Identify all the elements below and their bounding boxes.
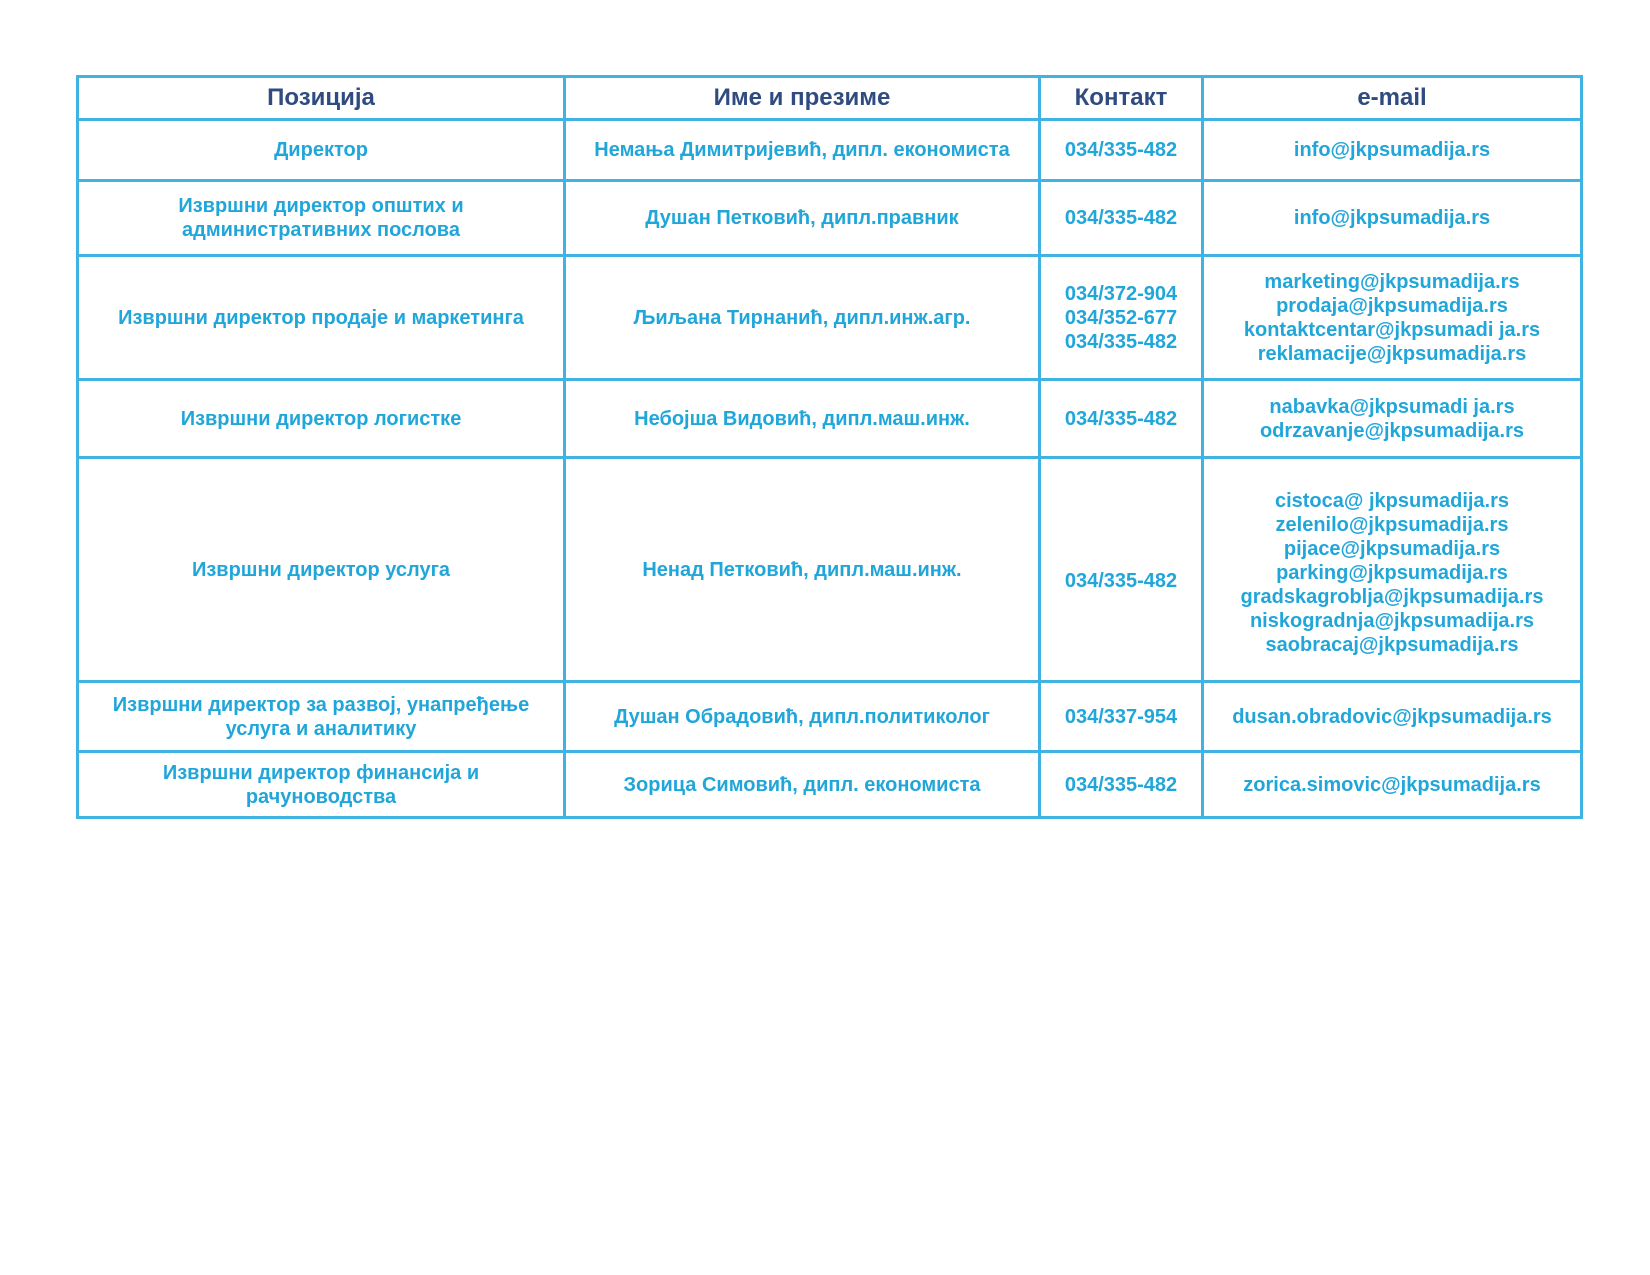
email-address[interactable]: kontaktcentar@jkpsumadi ja.rs — [1243, 318, 1541, 341]
position-text: услуга и аналитику — [225, 717, 417, 740]
position-text: рачуноводства — [245, 785, 397, 808]
phone-number: 034/372-904 — [1064, 282, 1178, 305]
email-address[interactable]: gradskagroblja@jkpsumadija.rs — [1240, 585, 1544, 608]
email-cell — [1203, 380, 1582, 458]
position-cell — [78, 682, 565, 752]
position-cell — [78, 181, 565, 256]
email-cell — [1203, 682, 1582, 752]
phone-number: 034/335-482 — [1064, 569, 1178, 592]
position-text: Извршни директор услуга — [191, 558, 451, 581]
email-address[interactable]: reklamacije@jkpsumadija.rs — [1257, 342, 1527, 365]
contact-cell — [1040, 458, 1203, 682]
name-text: Зорица Симовић, дипл. економиста — [623, 773, 981, 796]
position-text: Извршни директор логистке — [180, 407, 462, 430]
name-cell — [565, 120, 1040, 181]
header-position: Позиција — [78, 77, 565, 120]
position-cell — [78, 120, 565, 181]
phone-number: 034/352-677 — [1064, 306, 1178, 329]
position-text: Извршни директор за развој, унапређење — [112, 693, 530, 716]
email-address[interactable]: niskogradnja@jkpsumadija.rs — [1249, 609, 1535, 632]
email-cell — [1203, 120, 1582, 181]
phone-number: 034/335-482 — [1064, 407, 1178, 430]
position-text: Извршни директор финансија и — [162, 761, 480, 784]
phone-number: 034/335-482 — [1064, 773, 1178, 796]
contact-cell — [1040, 380, 1203, 458]
position-cell — [78, 256, 565, 380]
phone-number: 034/335-482 — [1064, 207, 1178, 229]
contact-cell — [1040, 752, 1203, 818]
email-address[interactable]: zelenilo@jkpsumadija.rs — [1275, 513, 1509, 536]
phone-number: 034/337-954 — [1064, 705, 1178, 728]
contact-cell — [1040, 682, 1203, 752]
contacts-table — [76, 75, 1583, 819]
email-address[interactable]: prodaja@jkpsumadija.rs — [1276, 294, 1508, 317]
table-row — [78, 752, 1582, 818]
name-text: Ненад Петковић, дипл.маш.инж. — [642, 558, 962, 581]
position-cell — [78, 380, 565, 458]
header-email: e-mail — [1203, 77, 1582, 120]
name-cell — [565, 458, 1040, 682]
name-text: Душан Петковић, дипл.правник — [645, 207, 959, 229]
email-address[interactable]: pijace@jkpsumadija.rs — [1283, 537, 1501, 560]
table-row — [78, 458, 1582, 682]
email-address[interactable]: zorica.simovic@jkpsumadija.rs — [1243, 773, 1541, 796]
email-address[interactable]: nabavka@jkpsumadi ja.rs — [1269, 395, 1515, 418]
position-text: административних послова — [182, 219, 460, 241]
table-row — [78, 380, 1582, 458]
phone-number: 034/335-482 — [1064, 139, 1178, 161]
email-cell — [1203, 181, 1582, 256]
email-address[interactable]: saobracaj@jkpsumadija.rs — [1265, 633, 1519, 656]
email-address[interactable]: marketing@jkpsumadija.rs — [1264, 270, 1520, 293]
name-cell — [565, 380, 1040, 458]
name-text: Небојша Видовић, дипл.маш.инж. — [634, 407, 970, 430]
name-cell — [565, 752, 1040, 818]
email-address[interactable]: info@jkpsumadija.rs — [1293, 207, 1491, 229]
table-row — [78, 120, 1582, 181]
name-cell — [565, 682, 1040, 752]
position-text: Извршни директор продаје и маркетинга — [118, 306, 524, 329]
email-address[interactable]: odrzavanje@jkpsumadija.rs — [1259, 419, 1525, 442]
email-cell — [1203, 752, 1582, 818]
name-text: Душан Обрадовић, дипл.политиколог — [614, 705, 990, 728]
table-header-row — [78, 77, 1582, 120]
name-text: Љиљана Тирнанић, дипл.инж.агр. — [633, 306, 971, 329]
email-address[interactable]: info@jkpsumadija.rs — [1293, 139, 1491, 161]
email-address[interactable]: cistoca@ jkpsumadija.rs — [1274, 489, 1510, 512]
contact-cell — [1040, 256, 1203, 380]
position-text: Директор — [274, 139, 368, 161]
phone-number: 034/335-482 — [1064, 330, 1178, 353]
contact-cell — [1040, 181, 1203, 256]
name-text: Немања Димитријевић, дипл. економиста — [594, 139, 1010, 161]
email-address[interactable]: parking@jkpsumadija.rs — [1276, 561, 1508, 584]
contact-cell — [1040, 120, 1203, 181]
position-cell — [78, 752, 565, 818]
email-cell — [1203, 458, 1582, 682]
email-address[interactable]: dusan.obradovic@jkpsumadija.rs — [1232, 705, 1552, 728]
name-cell — [565, 256, 1040, 380]
table-row — [78, 682, 1582, 752]
email-cell — [1203, 256, 1582, 380]
position-text: Извршни директор општих и — [178, 195, 464, 217]
header-name: Име и презиме — [565, 77, 1040, 120]
position-cell — [78, 458, 565, 682]
table-row — [78, 256, 1582, 380]
table-row — [78, 181, 1582, 256]
header-contact: Контакт — [1040, 77, 1203, 120]
name-cell — [565, 181, 1040, 256]
